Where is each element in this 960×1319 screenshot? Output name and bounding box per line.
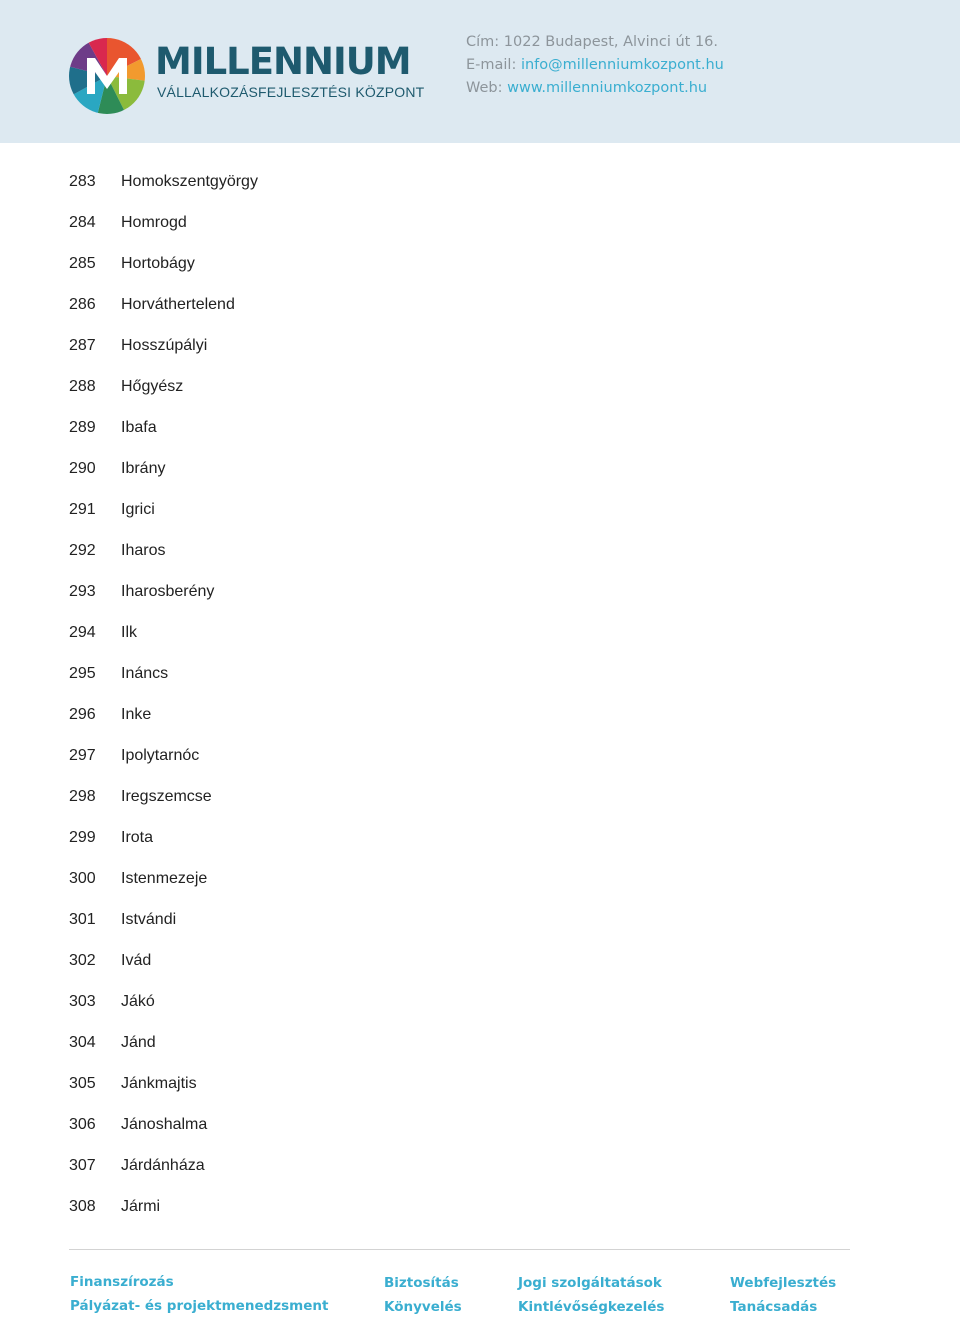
item-name: Istenmezeje [121, 870, 208, 887]
item-name: Hosszúpályi [121, 337, 208, 354]
list-item [0, 367, 960, 408]
item-number: 296 [69, 706, 96, 723]
item-number: 297 [69, 747, 96, 764]
item-number: 303 [69, 993, 96, 1010]
footer-link-palyazat[interactable]: Pályázat- és projektmenedzsment [70, 1298, 329, 1314]
item-number: 288 [69, 378, 96, 395]
item-number: 293 [69, 583, 96, 600]
email-label: E-mail: [466, 57, 517, 73]
item-name: Jármi [121, 1198, 161, 1215]
list-item [0, 203, 960, 244]
item-name: Iharosberény [121, 583, 215, 600]
item-number: 308 [69, 1198, 96, 1215]
item-name: Horváthertelend [121, 296, 235, 313]
address-line [466, 31, 724, 54]
footer-link-finanszirozas[interactable]: Finanszírozás [70, 1274, 174, 1290]
item-number: 298 [69, 788, 96, 805]
item-number: 301 [69, 911, 96, 928]
item-number: 300 [69, 870, 96, 887]
footer-link-kintlevoseg[interactable]: Kintlévőségkezelés [518, 1299, 665, 1315]
web-line [466, 77, 724, 100]
list-item [0, 777, 960, 818]
list-item [0, 572, 960, 613]
item-number: 287 [69, 337, 96, 354]
list-item [0, 285, 960, 326]
list-item [0, 982, 960, 1023]
item-number: 289 [69, 419, 96, 436]
list-item [0, 1023, 960, 1064]
item-name: Iregszemcse [121, 788, 212, 805]
item-name: Homokszentgyörgy [121, 173, 258, 190]
item-number: 305 [69, 1075, 96, 1092]
item-number: 306 [69, 1116, 96, 1133]
millennium-logo-icon [67, 36, 147, 116]
footer-link-konyveles[interactable]: Könyvelés [384, 1299, 462, 1315]
item-number: 291 [69, 501, 96, 518]
address-value: 1022 Budapest, Alvinci út 16. [503, 34, 719, 50]
footer-link-webfejlesztes[interactable]: Webfejlesztés [730, 1275, 837, 1291]
item-number: 294 [69, 624, 96, 641]
brand-subtitle: VÁLLALKOZÁSFEJLESZTÉSI KÖZPONT [157, 84, 425, 100]
footer-divider [69, 1249, 850, 1250]
list-item [0, 490, 960, 531]
item-name: Ibrány [121, 460, 166, 477]
item-number: 304 [69, 1034, 96, 1051]
footer-link-jogi[interactable]: Jogi szolgáltatások [518, 1275, 662, 1291]
item-name: Jánkmajtis [121, 1075, 197, 1092]
footer-link-tanacsadas[interactable]: Tanácsadás [730, 1299, 818, 1315]
item-name: Ináncs [121, 665, 169, 682]
footer-link-biztositas[interactable]: Biztosítás [384, 1275, 459, 1291]
list-item [0, 818, 960, 859]
item-name: Istvándi [121, 911, 177, 928]
list-item [0, 326, 960, 367]
item-name: Inke [121, 706, 152, 723]
item-number: 285 [69, 255, 96, 272]
item-number: 299 [69, 829, 96, 846]
item-name: Ipolytarnóc [121, 747, 200, 764]
list-item [0, 1105, 960, 1146]
contact-block [466, 31, 724, 100]
email-link[interactable]: info@millenniumkozpont.hu [520, 57, 724, 73]
list-item [0, 654, 960, 695]
list-item [0, 736, 960, 777]
item-name: Ibafa [121, 419, 157, 436]
list-item [0, 613, 960, 654]
item-name: Iharos [121, 542, 166, 559]
list-item [0, 1146, 960, 1187]
item-name: Jánoshalma [121, 1116, 208, 1133]
list-item [0, 408, 960, 449]
item-name: Ivád [121, 952, 152, 969]
item-name: Igrici [121, 501, 155, 518]
list-item [0, 941, 960, 982]
list-item [0, 1064, 960, 1105]
list-item [0, 449, 960, 490]
item-name: Hőgyész [121, 378, 184, 395]
list-item [0, 695, 960, 736]
list-item [0, 859, 960, 900]
item-name: Ilk [121, 624, 137, 641]
item-name: Járdánháza [121, 1157, 205, 1174]
item-number: 286 [69, 296, 96, 313]
item-name: Jákó [121, 993, 155, 1010]
list-item [0, 1187, 960, 1228]
item-name: Hortobágy [121, 255, 195, 272]
page-header [0, 0, 960, 143]
list-item [0, 244, 960, 285]
brand-name: MILLENNIUM [155, 40, 411, 83]
item-number: 290 [69, 460, 96, 477]
item-number: 292 [69, 542, 96, 559]
item-name: Homrogd [121, 214, 187, 231]
item-name: Irota [121, 829, 154, 846]
item-number: 283 [69, 173, 96, 190]
item-number: 284 [69, 214, 96, 231]
item-number: 295 [69, 665, 96, 682]
item-name: Jánd [121, 1034, 156, 1051]
web-link[interactable]: www.millenniumkozpont.hu [507, 80, 708, 96]
list-item [0, 531, 960, 572]
web-label: Web: [466, 80, 503, 96]
address-label: Cím: [466, 34, 500, 50]
email-line [466, 54, 724, 77]
list-item [0, 162, 960, 203]
item-number: 302 [69, 952, 96, 969]
list-item [0, 900, 960, 941]
item-number: 307 [69, 1157, 96, 1174]
